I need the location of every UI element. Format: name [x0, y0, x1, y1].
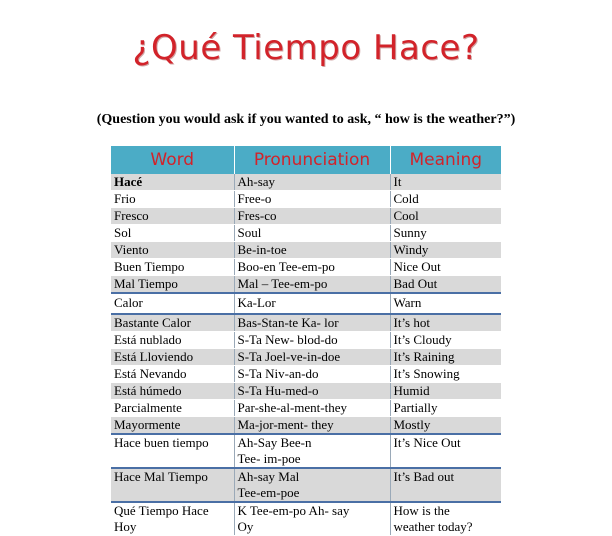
- pronunciation-line: Oy: [237, 519, 254, 534]
- word-cell: Está húmedo: [111, 383, 234, 400]
- meaning-cell: Cold: [390, 191, 501, 208]
- pronunciation-line: Ah-Say Bee-n: [237, 435, 312, 450]
- table-header-row: [111, 146, 501, 174]
- pronunciation-cell: Ma-jor-ment- they: [234, 417, 390, 435]
- pronunciation-cell: Boo-en Tee-em-po: [234, 259, 390, 276]
- table-row: [111, 502, 501, 536]
- meaning-line: weather today?: [393, 519, 473, 534]
- word-cell: Viento: [111, 242, 234, 259]
- table-row: [111, 191, 501, 208]
- meaning-cell: Nice Out: [390, 259, 501, 276]
- meaning-cell: It’s Cloudy: [390, 332, 501, 349]
- pronunciation-cell: Free-o: [234, 191, 390, 208]
- pronunciation-cell: [234, 468, 390, 502]
- table-row: [111, 400, 501, 417]
- pronunciation-cell: S-Ta Niv-an-do: [234, 366, 390, 383]
- word-cell: Mayormente: [111, 417, 234, 435]
- pronunciation-cell: S-Ta New- blod-do: [234, 332, 390, 349]
- table-row: [111, 259, 501, 276]
- table-row: [111, 314, 501, 332]
- table-row: [111, 366, 501, 383]
- word-cell: Hacé: [111, 174, 234, 191]
- word-cell: Frio: [111, 191, 234, 208]
- header-pronunciation: Pronunciation: [234, 146, 390, 174]
- vocabulary-table: [111, 146, 501, 536]
- meaning-cell: It: [390, 174, 501, 191]
- pronunciation-cell: Be-in-toe: [234, 242, 390, 259]
- table-row: [111, 417, 501, 435]
- pronunciation-line: Tee- im-poe: [237, 451, 301, 466]
- table-row: [111, 349, 501, 366]
- word-cell: Está nublado: [111, 332, 234, 349]
- word-cell: Hace buen tiempo: [111, 434, 234, 468]
- table-row: [111, 276, 501, 294]
- pronunciation-cell: Soul: [234, 225, 390, 242]
- word-cell: Fresco: [111, 208, 234, 225]
- pronunciation-cell: Ka-Lor: [234, 293, 390, 314]
- word-line: Qué Tiempo Hace: [114, 503, 209, 518]
- table-row: [111, 293, 501, 314]
- meaning-cell: It’s Raining: [390, 349, 501, 366]
- meaning-cell: Partially: [390, 400, 501, 417]
- pronunciation-line: Tee-em-poe: [237, 485, 300, 500]
- meaning-cell: Humid: [390, 383, 501, 400]
- table-row: [111, 242, 501, 259]
- table-row: [111, 174, 501, 191]
- meaning-cell: Sunny: [390, 225, 501, 242]
- pronunciation-cell: Fres-co: [234, 208, 390, 225]
- table-row: [111, 332, 501, 349]
- pronunciation-cell: Mal – Tee-em-po: [234, 276, 390, 294]
- word-cell: Bastante Calor: [111, 314, 234, 332]
- pronunciation-cell: [234, 502, 390, 536]
- pronunciation-cell: S-Ta Hu-med-o: [234, 383, 390, 400]
- word-cell: Hace Mal Tiempo: [111, 468, 234, 502]
- pronunciation-cell: S-Ta Joel-ve-in-doe: [234, 349, 390, 366]
- meaning-cell: It’s Snowing: [390, 366, 501, 383]
- word-cell: Está Lloviendo: [111, 349, 234, 366]
- meaning-cell: It’s hot: [390, 314, 501, 332]
- page-title: ¿Qué Tiempo Hace?: [132, 28, 480, 68]
- table-row: [111, 434, 501, 468]
- pronunciation-cell: Ah-say: [234, 174, 390, 191]
- meaning-cell: It’s Bad out: [390, 468, 501, 502]
- word-cell: Parcialmente: [111, 400, 234, 417]
- word-cell: [111, 502, 234, 536]
- word-cell: Está Nevando: [111, 366, 234, 383]
- word-cell: Buen Tiempo: [111, 259, 234, 276]
- meaning-cell: Warn: [390, 293, 501, 314]
- table-row: [111, 383, 501, 400]
- table-row: [111, 208, 501, 225]
- meaning-cell: Bad Out: [390, 276, 501, 294]
- pronunciation-line: Ah-say Mal: [237, 469, 300, 484]
- pronunciation-cell: Bas-Stan-te Ka- lor: [234, 314, 390, 332]
- header-word: Word: [111, 146, 234, 174]
- word-cell: Sol: [111, 225, 234, 242]
- meaning-cell: It’s Nice Out: [390, 434, 501, 468]
- table-row: [111, 225, 501, 242]
- meaning-cell: Windy: [390, 242, 501, 259]
- meaning-cell: [390, 502, 501, 536]
- meaning-cell: Cool: [390, 208, 501, 225]
- pronunciation-cell: Par-she-al-ment-they: [234, 400, 390, 417]
- word-cell: Calor: [111, 293, 234, 314]
- meaning-cell: Mostly: [390, 417, 501, 435]
- header-meaning: Meaning: [390, 146, 501, 174]
- table-row: [111, 468, 501, 502]
- meaning-line: How is the: [393, 503, 450, 518]
- pronunciation-line: K Tee-em-po Ah- say: [237, 503, 350, 518]
- word-line: Hoy: [114, 519, 137, 534]
- word-cell: Mal Tiempo: [111, 276, 234, 294]
- pronunciation-cell: [234, 434, 390, 468]
- page-subtitle: (Question you would ask if you wanted to ask, “ how is the weather?”): [96, 112, 516, 127]
